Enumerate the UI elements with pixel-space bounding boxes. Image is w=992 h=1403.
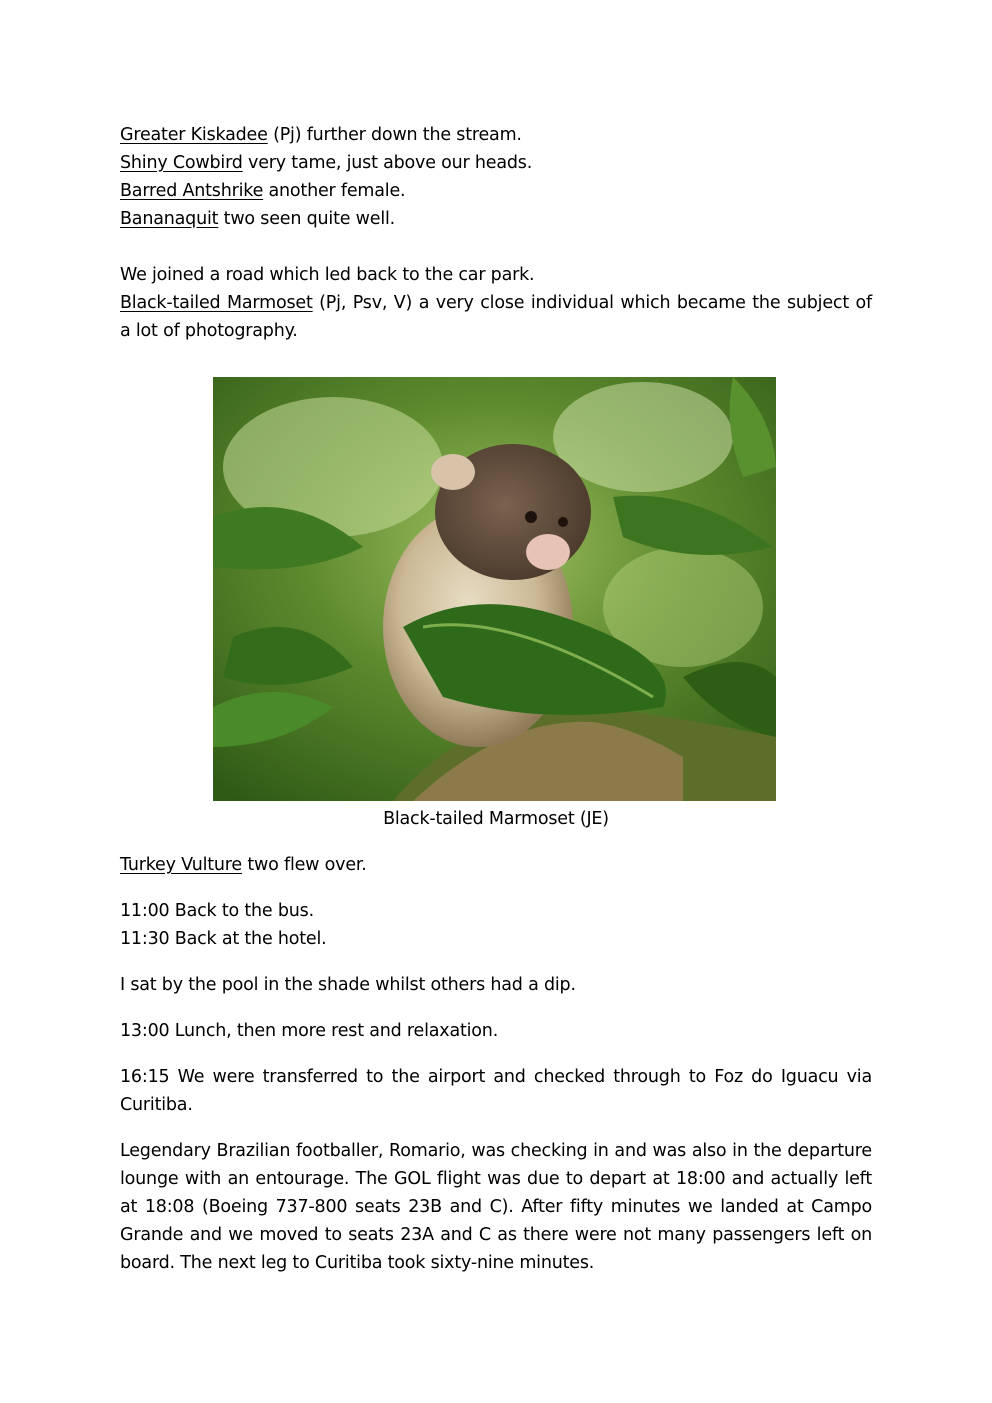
- sighting-line: [120, 121, 872, 149]
- sighting-line: [120, 177, 872, 205]
- species-name: Bananaquit: [120, 209, 219, 229]
- sighting-note: very tame, just above our heads.: [242, 153, 533, 173]
- lunch-paragraph: 13:00 Lunch, then more rest and relaxation.: [120, 1021, 499, 1041]
- sighting-note: (Pj, Psv, V) a very close individual which became the subject of a lot of photography.: [120, 293, 873, 341]
- sighting-line: [120, 205, 872, 233]
- document-page: [120, 121, 872, 1277]
- marmoset-photo: [213, 377, 776, 801]
- time-entry: 11:00 Back to the bus.: [120, 901, 314, 921]
- transfer-paragraph: 16:15 We were transferred to the airport and checked through to Foz do Iguacu via Curitiba.: [120, 1067, 872, 1115]
- species-name: Greater Kiskadee: [120, 125, 268, 145]
- species-name: Black-tailed Marmoset: [120, 293, 313, 313]
- species-name: Barred Antshrike: [120, 181, 264, 201]
- sighting-note: (Pj) further down the stream.: [267, 125, 522, 145]
- road-paragraph: We joined a road which led back to the car park.: [120, 265, 535, 285]
- sighting-note: two flew over.: [241, 855, 367, 875]
- pool-paragraph: I sat by the pool in the shade whilst others had a dip.: [120, 975, 576, 995]
- sighting-note: two seen quite well.: [218, 209, 396, 229]
- species-name: Turkey Vulture: [120, 855, 242, 875]
- romario-paragraph: Legendary Brazilian footballer, Romario, was checking in and was also in the departure lounge with an entourage. The GOL flight was due to depart at 18:00 and actually left at 18:08 (Boeing 737-800 seats 23B and C). After fifty minutes we landed at Campo Grande and we moved to seats 23A and C as there were not many passengers left on board. The next leg to Curitiba took sixty-nine minutes.: [120, 1141, 872, 1273]
- marmoset-image: [213, 377, 776, 801]
- marmoset-paragraph: [120, 289, 872, 345]
- sighting-line: [120, 149, 872, 177]
- sighting-note: another female.: [263, 181, 406, 201]
- photo-caption: Black-tailed Marmoset (JE): [383, 809, 609, 829]
- sighting-line: [120, 851, 872, 879]
- time-entry: 11:30 Back at the hotel.: [120, 929, 327, 949]
- species-name: Shiny Cowbird: [120, 153, 243, 173]
